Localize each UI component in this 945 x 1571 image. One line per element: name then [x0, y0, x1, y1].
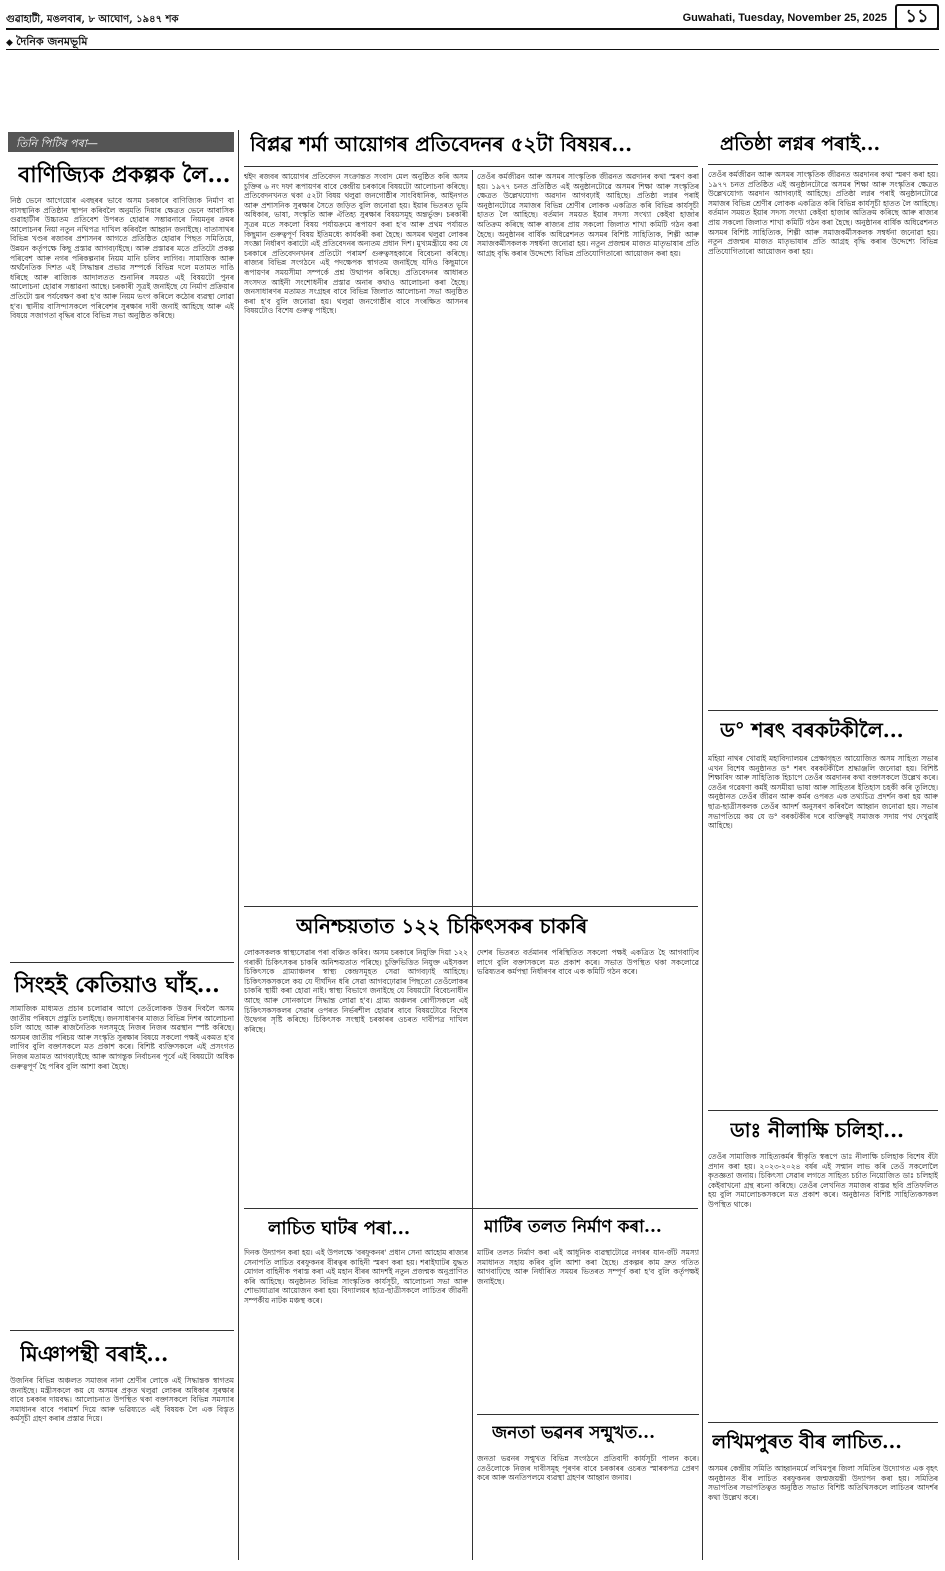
article-pratishtha: তেওঁৰ কৰ্মজীৱন আৰু অসমৰ সাংস্কৃতিক জীৱনত অৱদানৰ কথা স্মৰণ কৰা হয়। ১৯৭৭ চনত প্ৰতিষ্ঠিত এই অনুষ্ঠানটোৱে অসমৰ শিক্ষা আৰু সংস্কৃতিৰ ক্ষেত্ৰত উল্লেখযোগ্য অৱদান আগবঢ়াই আহিছে। প্ৰতিষ্ঠা লগ্নৰ পৰাই অনুষ্ঠানটোৱে সমাজৰ বিভিন্ন শ্ৰেণীৰ লোকক একত্ৰিত কৰি বিভিন্ন কাৰ্যসূচী হাতত লৈ আহিছে। বৰ্তমান সময়ত ইয়াৰ সদস্য সংখ্যা কেইবা হাজাৰ অতিক্ৰম কৰিছে আৰু ৰাজ্যৰ প্ৰায় সকলো জিলাত শাখা কমিটি গঠন কৰা হৈছে। অনুষ্ঠানৰ বাৰ্ষিক অধিৱেশনত অসমৰ বিশিষ্ট সাহিত্যিক, শিল্পী আৰু সমাজকৰ্মীসকলক সম্বৰ্ধনা জনোৱা হয়। নতুন প্ৰজন্মৰ মাজত মাতৃভাষাৰ প্ৰতি আগ্ৰহ বৃদ্ধি কৰাৰ উদ্দেশ্যে বিভিন্ন প্ৰতিযোগিতাৰো আয়োজন কৰা হয়। — [708, 170, 938, 256]
headline-lachit-ghat: লাচিত ঘাটৰ পৰা... — [268, 1218, 411, 1239]
headline-banijyik: বাণিজ্যিক প্ৰকল্পক লৈ... — [18, 162, 231, 188]
article-singhoi: সামাজিক মাধ্যমত প্ৰচাৰ চলোৱাৰ আগে তেওঁলোকক উত্তৰ দিবলৈ অসম জাতীয় পৰিষদে প্ৰস্তুতি চলাইছে। জনসাধাৰণৰ মাজত বিভিন্ন দিশৰ আলোচনা চলি আছে আৰু ৰাজনৈতিক দলসমূহে নিজৰ নিজৰ অৱস্থান স্পষ্ট কৰিছে। অসমৰ জাতীয় পৰিচয় আৰু সংস্কৃতি সুৰক্ষাৰ বিষয়ে সকলো পক্ষই একমত হ'ব লাগিব বুলি বক্তাসকলে মত প্ৰকাশ কৰে। বিশিষ্ট ব্যক্তিসকলে এই প্ৰসংগত নিজৰ মতামত আগবঢ়াইছে আৰু আগন্তুক নিৰ্বাচনৰ পূৰ্বে এই বিষয়টো অধিক গুৰুত্বপূৰ্ণ হৈ পৰিব বুলি আশা কৰা হৈছে। — [10, 1004, 234, 1071]
page-number: ১১ — [895, 4, 939, 30]
headline-doctors-jobs: অনিশ্চয়তাত ১২২ চিকিৎসকৰ চাকৰি — [296, 914, 588, 938]
headline-singhoi: সিংহই কেতিয়াও ঘাঁহ... — [14, 972, 220, 998]
headline-lakhimpur: লখিমপুৰত বীৰ লাচিত... — [712, 1431, 902, 1453]
article-biplab-commission-a: শ্বইদ ৰজবৰ আয়োগৰ প্ৰতিবেদন সংক্ৰান্তত সংবাদ মেল অনুষ্ঠিত কৰি অসম চুক্তিৰ ৬ নং দফা ৰূপায়ণৰ বাবে কেন্দ্ৰীয় চৰকাৰে বিষয়টো আলোচনা কৰিছে। প্ৰতিবেদনখনত থকা ৫২টা বিষয় থলুৱা জনগোষ্ঠীৰ সাংবিধানিক, আইনগত আৰু প্ৰশাসনিক সুৰক্ষাৰ সৈতে জড়িত বুলি জনোৱা হয়। ইয়াৰ ভিতৰত ভূমি অধিকাৰ, ভাষা, সংস্কৃতি আৰু ঐতিহ্য সুৰক্ষাৰ বিষয়সমূহ অন্তৰ্ভুক্ত। চৰকাৰী সূত্ৰৰ মতে সকলো বিষয় পৰ্যায়ক্ৰমে ৰূপায়ণ কৰা হ'ব আৰু প্ৰথম পৰ্যায়ত কিছুমান গুৰুত্বপূৰ্ণ বিষয় ইতিমধ্যে কাৰ্যকৰী কৰা হৈছে। অসমৰ থলুৱা লোকৰ সংজ্ঞা নিৰ্ধাৰণ কৰাটো এই প্ৰতিবেদনৰ অন্যতম প্ৰধান দিশ। মুখ্যমন্ত্ৰীয়ে কয় যে চৰকাৰে প্ৰতিবেদনখনৰ প্ৰতিটো পৰামৰ্শ গুৰুত্বসহকাৰে বিবেচনা কৰিছে। ৰাজ্যৰ বিভিন্ন সংগঠনে এই পদক্ষেপক স্বাগতম জনাইছে যদিও কিছুমানে ৰূপায়ণৰ সময়সীমা সম্পৰ্কে প্ৰশ্ন উত্থাপন কৰিছে। প্ৰতিবেদনৰ আধাৰত সংসদত আইনী সংশোধনীৰ প্ৰস্তাৱ অনাৰ কথাও আলোচনা কৰা হৈছে। জনসাধাৰণৰ মতামত সংগ্ৰহৰ বাবে বিভিন্ন জিলাত আলোচনা সভা অনুষ্ঠিত কৰা হ'ব বুলি জনোৱা হয়। থলুৱা জনগোষ্ঠীৰ বাবে সংৰক্ষিত আসনৰ বিষয়টোও বিশেষ গুৰুত্ব পাইছে। — [244, 172, 468, 316]
brand-bar — [6, 32, 939, 50]
date-english: Guwahati, Tuesday, November 25, 2025 — [682, 12, 887, 24]
section-tag: তিনি পিটিৰ পৰা— — [8, 132, 234, 152]
top-date-bar — [6, 8, 939, 30]
article-underground: মাটিৰ তলত নিৰ্মাণ কৰা এই আধুনিক ব্যৱস্থাটোৱে নগৰৰ যান-জঁট সমস্যা সমাধানত সহায় কৰিব বুলি আশা কৰা হৈছে। প্ৰকল্পৰ কাম দ্ৰুত গতিত আগবাঢ়িছে আৰু নিৰ্ধাৰিত সময়ৰ ভিতৰত সম্পূৰ্ণ কৰা হ'ব বুলি কৰ্তৃপক্ষই জনাইছে। — [477, 1248, 699, 1286]
paper-icon: ◆ — [6, 38, 17, 48]
article-doctors-jobs-b: দেশৰ ভিতৰত বৰ্তমানৰ পৰিস্থিতিত সকলো পক্ষই একত্ৰিত হৈ আগবাঢ়িব লাগে বুলি বক্তাসকলে মত প্ৰকাশ কৰে। সভাত উপস্থিত থকা সকলোৱে ভৱিষ্যতৰ কৰ্মপন্থা নিৰ্ধাৰণৰ বাবে এক কমিটি গঠন কৰে। — [477, 948, 699, 977]
article-janata-bhawan: জনতা ভৱনৰ সন্মুখত বিভিন্ন সংগঠনে প্ৰতিবাদী কাৰ্যসূচী পালন কৰে। তেওঁলোকে নিজৰ দাবীসমূহ পূৰণৰ বাবে চৰকাৰৰ ওচৰত স্মাৰকপত্ৰ প্ৰেৰণ কৰে আৰু অনতিপলমে ব্যৱস্থা গ্ৰহণৰ আহ্বান জনায়। — [477, 1454, 699, 1483]
column-rule — [702, 168, 703, 1560]
headline-underground: মাটিৰ তলত নিৰ্মাণ কৰা... — [484, 1217, 662, 1237]
article-mianpanthi: উজনিৰ বিভিন্ন অঞ্চলত সমাজৰ নানা শ্ৰেণীৰ লোকে এই সিদ্ধান্তক স্বাগতম জনাইছে। মন্ত্ৰীসকলে কয় যে অসমৰ প্ৰকৃত থলুৱা লোকৰ অধিকাৰ সুৰক্ষাৰ বাবে চৰকাৰ দায়বদ্ধ। আলোচনাত উপস্থিত থকা বক্তাসকলে বিভিন্ন সমস্যাৰ সমাধানৰ বাবে পৰামৰ্শ দিয়ে আৰু ভৱিষ্যতে এই বিষয়ক লৈ এক বিস্তৃত কৰ্মসূচী গ্ৰহণ কৰাৰ প্ৰস্তাৱ দিয়ে। — [10, 1376, 234, 1424]
headline-janata-bhawan: জনতা ভৱনৰ সন্মুখত... — [492, 1423, 655, 1443]
headline-nilakshi: ডাঃ নীলাক্ষি চলিহা... — [730, 1118, 905, 1142]
article-lachit-ghat: দিনক উদ্যাপন কৰা হয়। এই উপলক্ষে 'বৰফুকনৰ' প্ৰধান সেনা আহোম ৰাজ্যৰ সেনাপতি লাচিত বৰফুকনৰ বীৰত্বৰ কাহিনী স্মৰণ কৰা হয়। শৰাইঘাটৰ যুদ্ধত মোগল বাহিনীক পৰাস্ত কৰা এই মহান বীৰৰ আদৰ্শই নতুন প্ৰজন্মক অনুপ্ৰাণিত কৰি আহিছে। অনুষ্ঠানত বিভিন্ন সাংস্কৃতিক কাৰ্যসূচী, আলোচনা সভা আৰু শোভাযাত্ৰাৰ আয়োজন কৰা হয়। বিদ্যালয়ৰ ছাত্ৰ-ছাত্ৰীসকলে লাচিতৰ জীৱনী সম্পৰ্কীয় নাটক মঞ্চস্থ কৰে। — [244, 1248, 468, 1305]
article-banijyik: নিষ্ঠ ভেনে আগেয়োৰ এবছৰৰ ভাবে অসম চৰকাৰে বাণিজ্যিক নিৰ্মাণ বা বাসস্থানিক প্ৰতিষ্ঠান স্থাপন কৰিবলৈ অনুমতি দিয়াৰ ক্ষেত্ৰত ভেনে আবাসিক গুৱাহাটীৰ উচ্চ্যতম প্ৰতিবেশ উপৰত হোৱাৰ সম্ভাৱনাৰে নিয়মনুৰ ক্ৰমৰ আলোচনৰ নিয়া নতুন নথিপত্ৰ দাখিল কৰিবলৈ আহ্বান জনাইছে। বাতাসাথৰ বিভিন্ন খণ্ডৰ ৰজাবৰ প্ৰশাসনৰ আগতে প্ৰতিষ্ঠিত হোৱাৰ পিছত সমিতিয়ে, উন্নয়ন কৰ্তৃপক্ষে কিছু প্ৰস্তাৱ আগবঢ়াইছে। আৰু প্ৰস্তাৱৰ মতে প্ৰতিটো প্ৰকল্প পৰিবেশ আৰু নগৰ পৰিকল্পনাৰ নিয়ম মানি চলিব লাগিব। সামাজিক আৰু অৰ্থনৈতিক দিশত এই সিদ্ধান্তৰ প্ৰভাৱ সম্পৰ্কে বিভিন্ন দলে মতামত দাঙি ধৰিছে আৰু ৰাজ্যিক আদালতত শুনানিৰ সময়ত এই বিষয়টো পুনৰ আলোচনা হোৱাৰ সম্ভাৱনা আছে। চৰকাৰী সূত্ৰই জনাইছে যে নিৰ্মাণ প্ৰক্ৰিয়াৰ প্ৰতিটো স্তৰ পৰ্যবেক্ষণ কৰা হ'ব আৰু নিয়ম ভংগ কৰিলে কঠোৰ ব্যৱস্থা লোৱা হ'ব। স্থানীয় বাসিন্দাসকলে পৰিবেশৰ সুৰক্ষাৰ দাবী জনাই আহিছে আৰু এই বিষয়ে সজাগতা বৃদ্ধিৰ বাবে বিভিন্ন সভা অনুষ্ঠিত কৰিছে। — [10, 196, 234, 321]
headline-mianpanthi: মিঞাপন্থী বৰাই... — [20, 1341, 169, 1366]
article-lakhimpur: অসমৰ কেন্দ্ৰীয় সমিতি আহ্বানমৰ্মে লখিমপুৰ জিলা সমিতিৰ উদ্যোগত এক বৃহৎ অনুষ্ঠানত বীৰ লাচিত বৰফুকনৰ জন্মজয়ন্তী উদ্যাপন কৰা হয়। সমিতিৰ সভাপতিৰ সভাপতিত্বত অনুষ্ঠিত সভাত বিশিষ্ট অতিথিসকলে লাচিতৰ আদৰ্শৰ কথা উল্লেখ কৰে। — [708, 1464, 938, 1502]
headline-barkataki: ড° শৰৎ বৰকটকীলৈ... — [720, 718, 904, 742]
column-rule — [472, 170, 473, 1560]
paper-name: দৈনিক জনমভূমি — [16, 35, 88, 48]
headline-pratishtha: প্ৰতিষ্ঠা লগ্নৰ পৰাই... — [720, 133, 881, 155]
date-local: গুৱাহাটী, মঙলবাৰ, ৮ আঘোণ, ১৯৪৭ শক — [6, 14, 179, 25]
headline-biplab-commission: বিপ্লৱ শৰ্মা আয়োগৰ প্ৰতিবেদনৰ ৫২টা বিষয়ৰ... — [250, 132, 633, 156]
article-barkataki: মহিয়া নাথৰ খোৱাই মহাবিদ্যালয়ৰ প্ৰেক্ষাগৃহত আয়োজিত অসম সাহিত্য সভাৰ এখন বিশেষ অনুষ্ঠানত ড° শৰৎ বৰকটকীলৈ শ্ৰদ্ধাঞ্জলি জনোৱা হয়। বিশিষ্ট শিক্ষাবিদ আৰু সাহিত্যিক হিচাপে তেওঁৰ অৱদানৰ কথা বক্তাসকলে উল্লেখ কৰে। তেওঁৰ গৱেষণা কৰ্মই অসমীয়া ভাষা আৰু সাহিত্যৰ ইতিহাস চহকী কৰি তুলিছে। অনুষ্ঠানত তেওঁৰ জীৱন আৰু কৰ্মৰ ওপৰত এক তথ্যচিত্ৰ প্ৰদৰ্শন কৰা হয় আৰু ছাত্ৰ-ছাত্ৰীসকলক তেওঁৰ আদৰ্শ অনুসৰণ কৰিবলৈ আহ্বান জনোৱা হয়। সভাৰ সভাপতিয়ে কয় যে ড° বৰকটকীৰ দৰে ব্যক্তিত্বই সমাজক সদায় পথ দেখুৱাই আহিছে। — [708, 754, 938, 831]
column-rule — [238, 130, 239, 1560]
article-doctors-jobs-a: লোকসকলক স্বাস্থ্যসেৱাৰ পৰা বঞ্চিত কৰিব। অসম চৰকাৰে নিযুক্তি দিয়া ১২২ গৰাকী চিকিৎসকৰ চাকৰি অনিশ্চয়তাত পৰিছে। চুক্তিভিত্তিত নিযুক্ত এইসকল চিকিৎসকে গ্ৰাম্যাঞ্চলৰ স্বাস্থ্য কেন্দ্ৰসমূহত সেৱা আগবঢ়াই আহিছে। চিকিৎসকসকলে কয় যে দীৰ্ঘদিন ধৰি সেৱা আগবঢ়োৱাৰ পিছতো তেওঁলোকৰ চাকৰি স্থায়ী কৰা হোৱা নাই। স্বাস্থ্য বিভাগে জনাইছে যে বিষয়টো বিবেচনাধীন আছে আৰু সোনকালে সিদ্ধান্ত লোৱা হ'ব। গ্ৰাম্য অঞ্চলৰ ৰোগীসকলে এই চিকিৎসকসকলৰ সেৱাৰ ওপৰত নিৰ্ভৰশীল হোৱাৰ বাবে বিষয়টোৱে বিশেষ উদ্বেগৰ সৃষ্টি কৰিছে। চিকিৎসক সংস্থাই চৰকাৰৰ ওচৰত দাবীপত্ৰ দাখিল কৰিছে। — [244, 948, 468, 1034]
article-nilakshi: তেওঁৰ সামাজিক সাহিত্যকৰ্মৰ স্বীকৃতি স্বৰূপে ডাঃ নীলাক্ষি চলিহাক বিশেষ বঁটা প্ৰদান কৰা হয়। ২০২৩-২০২৪ বৰ্ষৰ এই সন্মান লাভ কৰি তেওঁ সকলোলৈ কৃতজ্ঞতা জনায়। চিকিৎসা সেৱাৰ লগতে সাহিত্য চৰ্চাত নিয়োজিত ডাঃ চলিহাই কেইবাখনো গ্ৰন্থ ৰচনা কৰিছে। তেওঁৰ লেখনিত সমাজৰ বাস্তৱ ছবি প্ৰতিফলিত হয় বুলি সমালোচকসকলে মত প্ৰকাশ কৰে। অনুষ্ঠানত বিশিষ্ট সাহিত্যিকসকল উপস্থিত থাকে। — [708, 1152, 938, 1209]
article-biplab-commission-b: তেওঁৰ কৰ্মজীৱন আৰু অসমৰ সাংস্কৃতিক জীৱনত অৱদানৰ কথা স্মৰণ কৰা হয়। ১৯৭৭ চনত প্ৰতিষ্ঠিত এই অনুষ্ঠানটোৱে অসমৰ শিক্ষা আৰু সংস্কৃতিৰ ক্ষেত্ৰত উল্লেখযোগ্য অৱদান আগবঢ়াই আহিছে। প্ৰতিষ্ঠা লগ্নৰ পৰাই অনুষ্ঠানটোৱে সমাজৰ বিভিন্ন শ্ৰেণীৰ লোকক একত্ৰিত কৰি বিভিন্ন কাৰ্যসূচী হাতত লৈ আহিছে। বৰ্তমান সময়ত ইয়াৰ সদস্য সংখ্যা কেইবা হাজাৰ অতিক্ৰম কৰিছে আৰু ৰাজ্যৰ প্ৰায় সকলো জিলাত শাখা কমিটি গঠন কৰা হৈছে। অনুষ্ঠানৰ বাৰ্ষিক অধিৱেশনত অসমৰ বিশিষ্ট সাহিত্যিক, শিল্পী আৰু সমাজকৰ্মীসকলক সম্বৰ্ধনা জনোৱা হয়। নতুন প্ৰজন্মৰ মাজত মাতৃভাষাৰ প্ৰতি আগ্ৰহ বৃদ্ধি কৰাৰ উদ্দেশ্যে বিভিন্ন প্ৰতিযোগিতাৰো আয়োজন কৰা হয়। — [477, 172, 699, 258]
